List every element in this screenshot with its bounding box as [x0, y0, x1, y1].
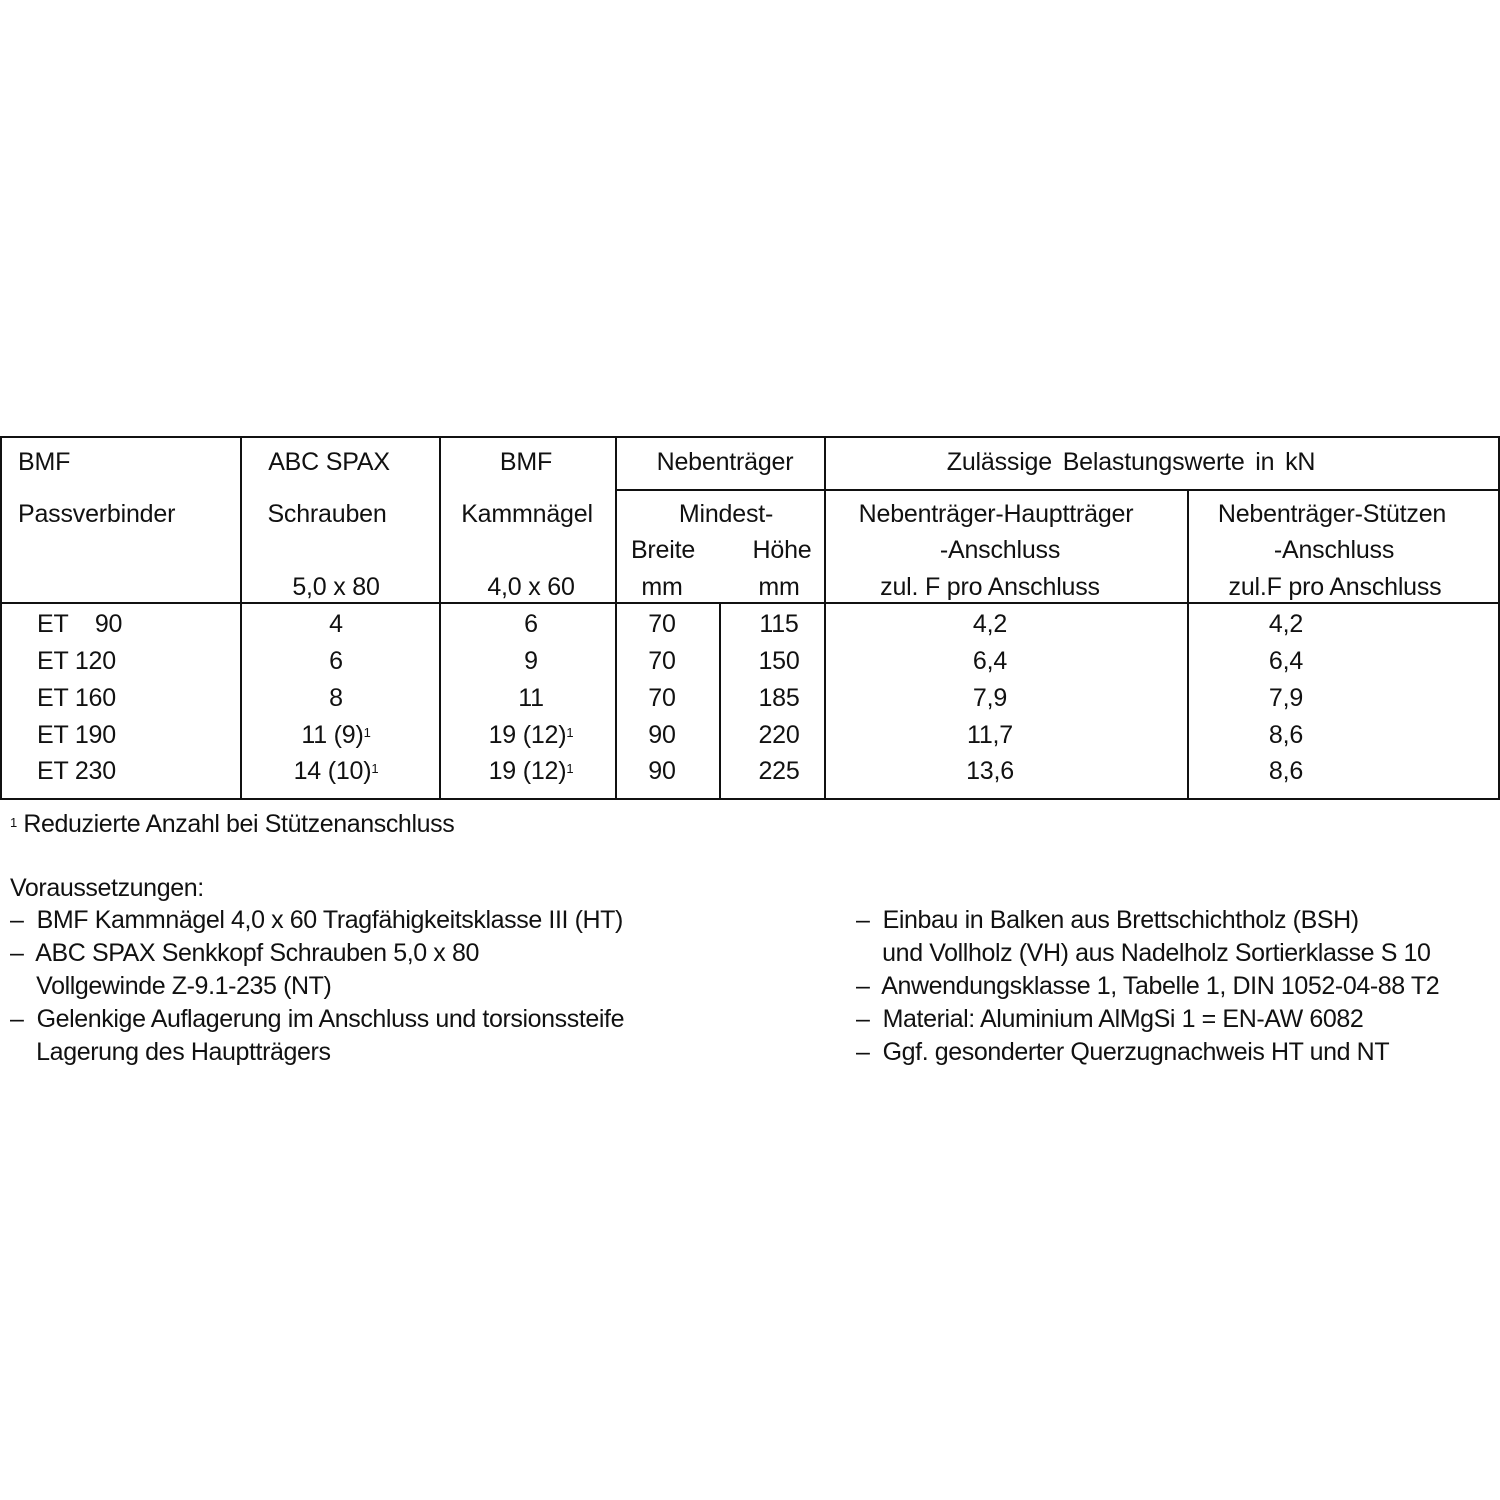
cell-type — [37, 646, 116, 676]
cell-nt-st — [1269, 720, 1303, 750]
cell-nt-ht-value: 11,7 — [966, 721, 1014, 749]
header-kammnaegel-dim: 4,0 x 60 — [487, 573, 575, 601]
table-divider — [719, 603, 721, 800]
cell-nt-st — [1269, 683, 1303, 713]
table-divider — [439, 436, 441, 800]
cell-nt-ht — [966, 756, 1014, 786]
cell-type — [37, 683, 116, 713]
cell-nt-ht — [973, 646, 1007, 676]
cell-kammnaegel-value: 9 — [524, 647, 538, 675]
cell-type — [37, 756, 116, 786]
cell-schrauben-value: 6 — [329, 647, 343, 675]
header-passverbinder: Passverbinder — [18, 500, 176, 528]
cell-schrauben — [329, 609, 343, 639]
header-breite: Breite — [630, 536, 696, 564]
cell-schrauben-value: 14 (10) — [293, 757, 372, 785]
prerequisite-line: – Ggf. gesonderter Querzugnachweis HT und NT — [856, 1038, 1390, 1066]
cell-hoehe-value: 115 — [759, 610, 799, 638]
cell-breite-value: 70 — [648, 610, 676, 638]
cell-kammnaegel — [524, 646, 538, 676]
prerequisites-title: Voraussetzungen: — [10, 874, 204, 902]
header-bmf: BMF — [18, 448, 71, 476]
cell-kammnaegel-value: 11 — [518, 684, 544, 712]
prerequisite-line: – BMF Kammnägel 4,0 x 60 Tragfähigkeitsklasse III (HT) — [10, 906, 623, 934]
cell-hoehe — [758, 683, 799, 713]
header-schrauben-dim: 5,0 x 80 — [292, 573, 380, 601]
cell-kammnaegel-value: 19 (12) — [488, 721, 567, 749]
cell-nt-st — [1269, 646, 1303, 676]
footnote-ref: 1 — [566, 761, 574, 776]
cell-type-value: ET 190 — [37, 721, 116, 749]
cell-breite — [648, 683, 675, 713]
header-kammnaegel: Kammnägel — [461, 500, 593, 528]
header-hoehe: Höhe — [752, 536, 812, 564]
header-nt-st-anschluss-1: Nebenträger-Stützen — [1217, 500, 1447, 528]
prerequisite-line: und Vollholz (VH) aus Nadelholz Sortierklasse S 10 — [856, 939, 1431, 967]
cell-hoehe — [759, 609, 798, 639]
table-divider — [615, 489, 1500, 491]
cell-nt-ht-value: 6,4 — [972, 647, 1008, 675]
header-hoehe-unit: mm — [758, 573, 800, 601]
cell-nt-ht — [973, 683, 1007, 713]
header-breite-unit: mm — [641, 573, 683, 601]
cell-schrauben — [294, 756, 379, 786]
cell-nt-st-value: 8,6 — [1268, 721, 1304, 749]
prerequisite-line: – Anwendungsklasse 1, Tabelle 1, DIN 1052-04-88 T2 — [856, 972, 1440, 1000]
cell-type-value: ET 230 — [37, 757, 116, 785]
prerequisite-line: – Einbau in Balken aus Brettschichtholz (BSH) — [856, 906, 1359, 934]
cell-breite — [648, 646, 675, 676]
table-divider — [1187, 489, 1189, 800]
footnote-ref: 1 — [566, 725, 574, 740]
cell-nt-ht — [967, 720, 1013, 750]
cell-type — [37, 609, 122, 639]
cell-type-value: ET 160 — [37, 684, 116, 712]
cell-hoehe-value: 220 — [758, 721, 800, 749]
prerequisite-line: – Material: Aluminium AlMgSi 1 = EN-AW 6082 — [856, 1005, 1364, 1033]
cell-type — [37, 720, 116, 750]
cell-nt-st-value: 8,6 — [1268, 757, 1304, 785]
header-zulaessige-belastungswerte: Zulässige Belastungswerte in kN — [946, 448, 1316, 476]
cell-kammnaegel — [524, 609, 538, 639]
prerequisite-line: Lagerung des Hauptträgers — [10, 1038, 331, 1066]
header-nt-ht-anschluss-2: -Anschluss — [939, 536, 1061, 564]
cell-schrauben-value: 11 (9) — [301, 721, 364, 749]
table-divider — [0, 602, 1500, 604]
header-schrauben: Schrauben — [267, 500, 387, 528]
prerequisite-line: – Gelenkige Auflagerung im Anschluss und torsionssteife — [10, 1005, 625, 1033]
cell-hoehe — [758, 756, 799, 786]
cell-breite — [648, 756, 675, 786]
table-divider — [240, 436, 242, 800]
cell-nt-ht-value: 7,9 — [972, 684, 1008, 712]
header-nebentraeger: Nebenträger — [656, 448, 794, 476]
header-mindest: Mindest- — [678, 500, 774, 528]
footnote-ref: 1 — [363, 725, 371, 740]
header-nt-ht-anschluss-3: zul. F pro Anschluss — [880, 573, 1100, 601]
cell-hoehe-value: 150 — [758, 647, 800, 675]
cell-hoehe-value: 185 — [758, 684, 800, 712]
cell-schrauben-value: 8 — [329, 684, 343, 712]
cell-kammnaegel-value: 19 (12) — [488, 757, 567, 785]
cell-breite-value: 70 — [648, 684, 676, 712]
footnote-ref: 1 — [371, 761, 379, 776]
footnote-mark: 1 — [10, 815, 17, 830]
prerequisite-line: – ABC SPAX Senkkopf Schrauben 5,0 x 80 — [10, 939, 479, 967]
header-nt-st-anschluss-3: zul.F pro Anschluss — [1228, 573, 1442, 601]
cell-type-value: ET 90 — [37, 610, 123, 638]
cell-hoehe — [758, 646, 799, 676]
cell-schrauben-value: 4 — [329, 610, 343, 638]
cell-nt-st-value: 7,9 — [1268, 684, 1304, 712]
header-nt-ht-anschluss-1: Nebenträger-Hauptträger — [858, 500, 1134, 528]
cell-nt-st — [1269, 756, 1303, 786]
cell-kammnaegel — [489, 756, 574, 786]
cell-nt-ht — [973, 609, 1007, 639]
cell-nt-st-value: 6,4 — [1268, 647, 1304, 675]
footnote — [10, 808, 454, 841]
cell-kammnaegel — [518, 683, 544, 713]
cell-nt-ht-value: 4,2 — [972, 610, 1008, 638]
cell-breite-value: 90 — [648, 721, 676, 749]
cell-nt-ht-value: 13,6 — [966, 757, 1014, 785]
cell-schrauben — [329, 683, 343, 713]
prerequisite-line: Vollgewinde Z-9.1-235 (NT) — [10, 972, 332, 1000]
cell-hoehe — [758, 720, 799, 750]
cell-hoehe-value: 225 — [758, 757, 800, 785]
cell-breite-value: 70 — [648, 647, 676, 675]
cell-schrauben — [329, 646, 343, 676]
footnote-text: Reduzierte Anzahl bei Stützenanschluss — [23, 810, 455, 838]
header-abc-spax: ABC SPAX — [268, 448, 390, 476]
cell-kammnaegel — [489, 720, 574, 750]
cell-kammnaegel-value: 6 — [524, 610, 538, 638]
header-nt-st-anschluss-2: -Anschluss — [1273, 536, 1395, 564]
cell-schrauben — [301, 720, 370, 750]
cell-type-value: ET 120 — [37, 647, 116, 675]
cell-breite-value: 90 — [648, 757, 676, 785]
cell-nt-st — [1269, 609, 1303, 639]
cell-breite — [648, 720, 675, 750]
header-bmf-naegel: BMF — [499, 448, 553, 476]
cell-nt-st-value: 4,2 — [1268, 610, 1304, 638]
cell-breite — [648, 609, 675, 639]
